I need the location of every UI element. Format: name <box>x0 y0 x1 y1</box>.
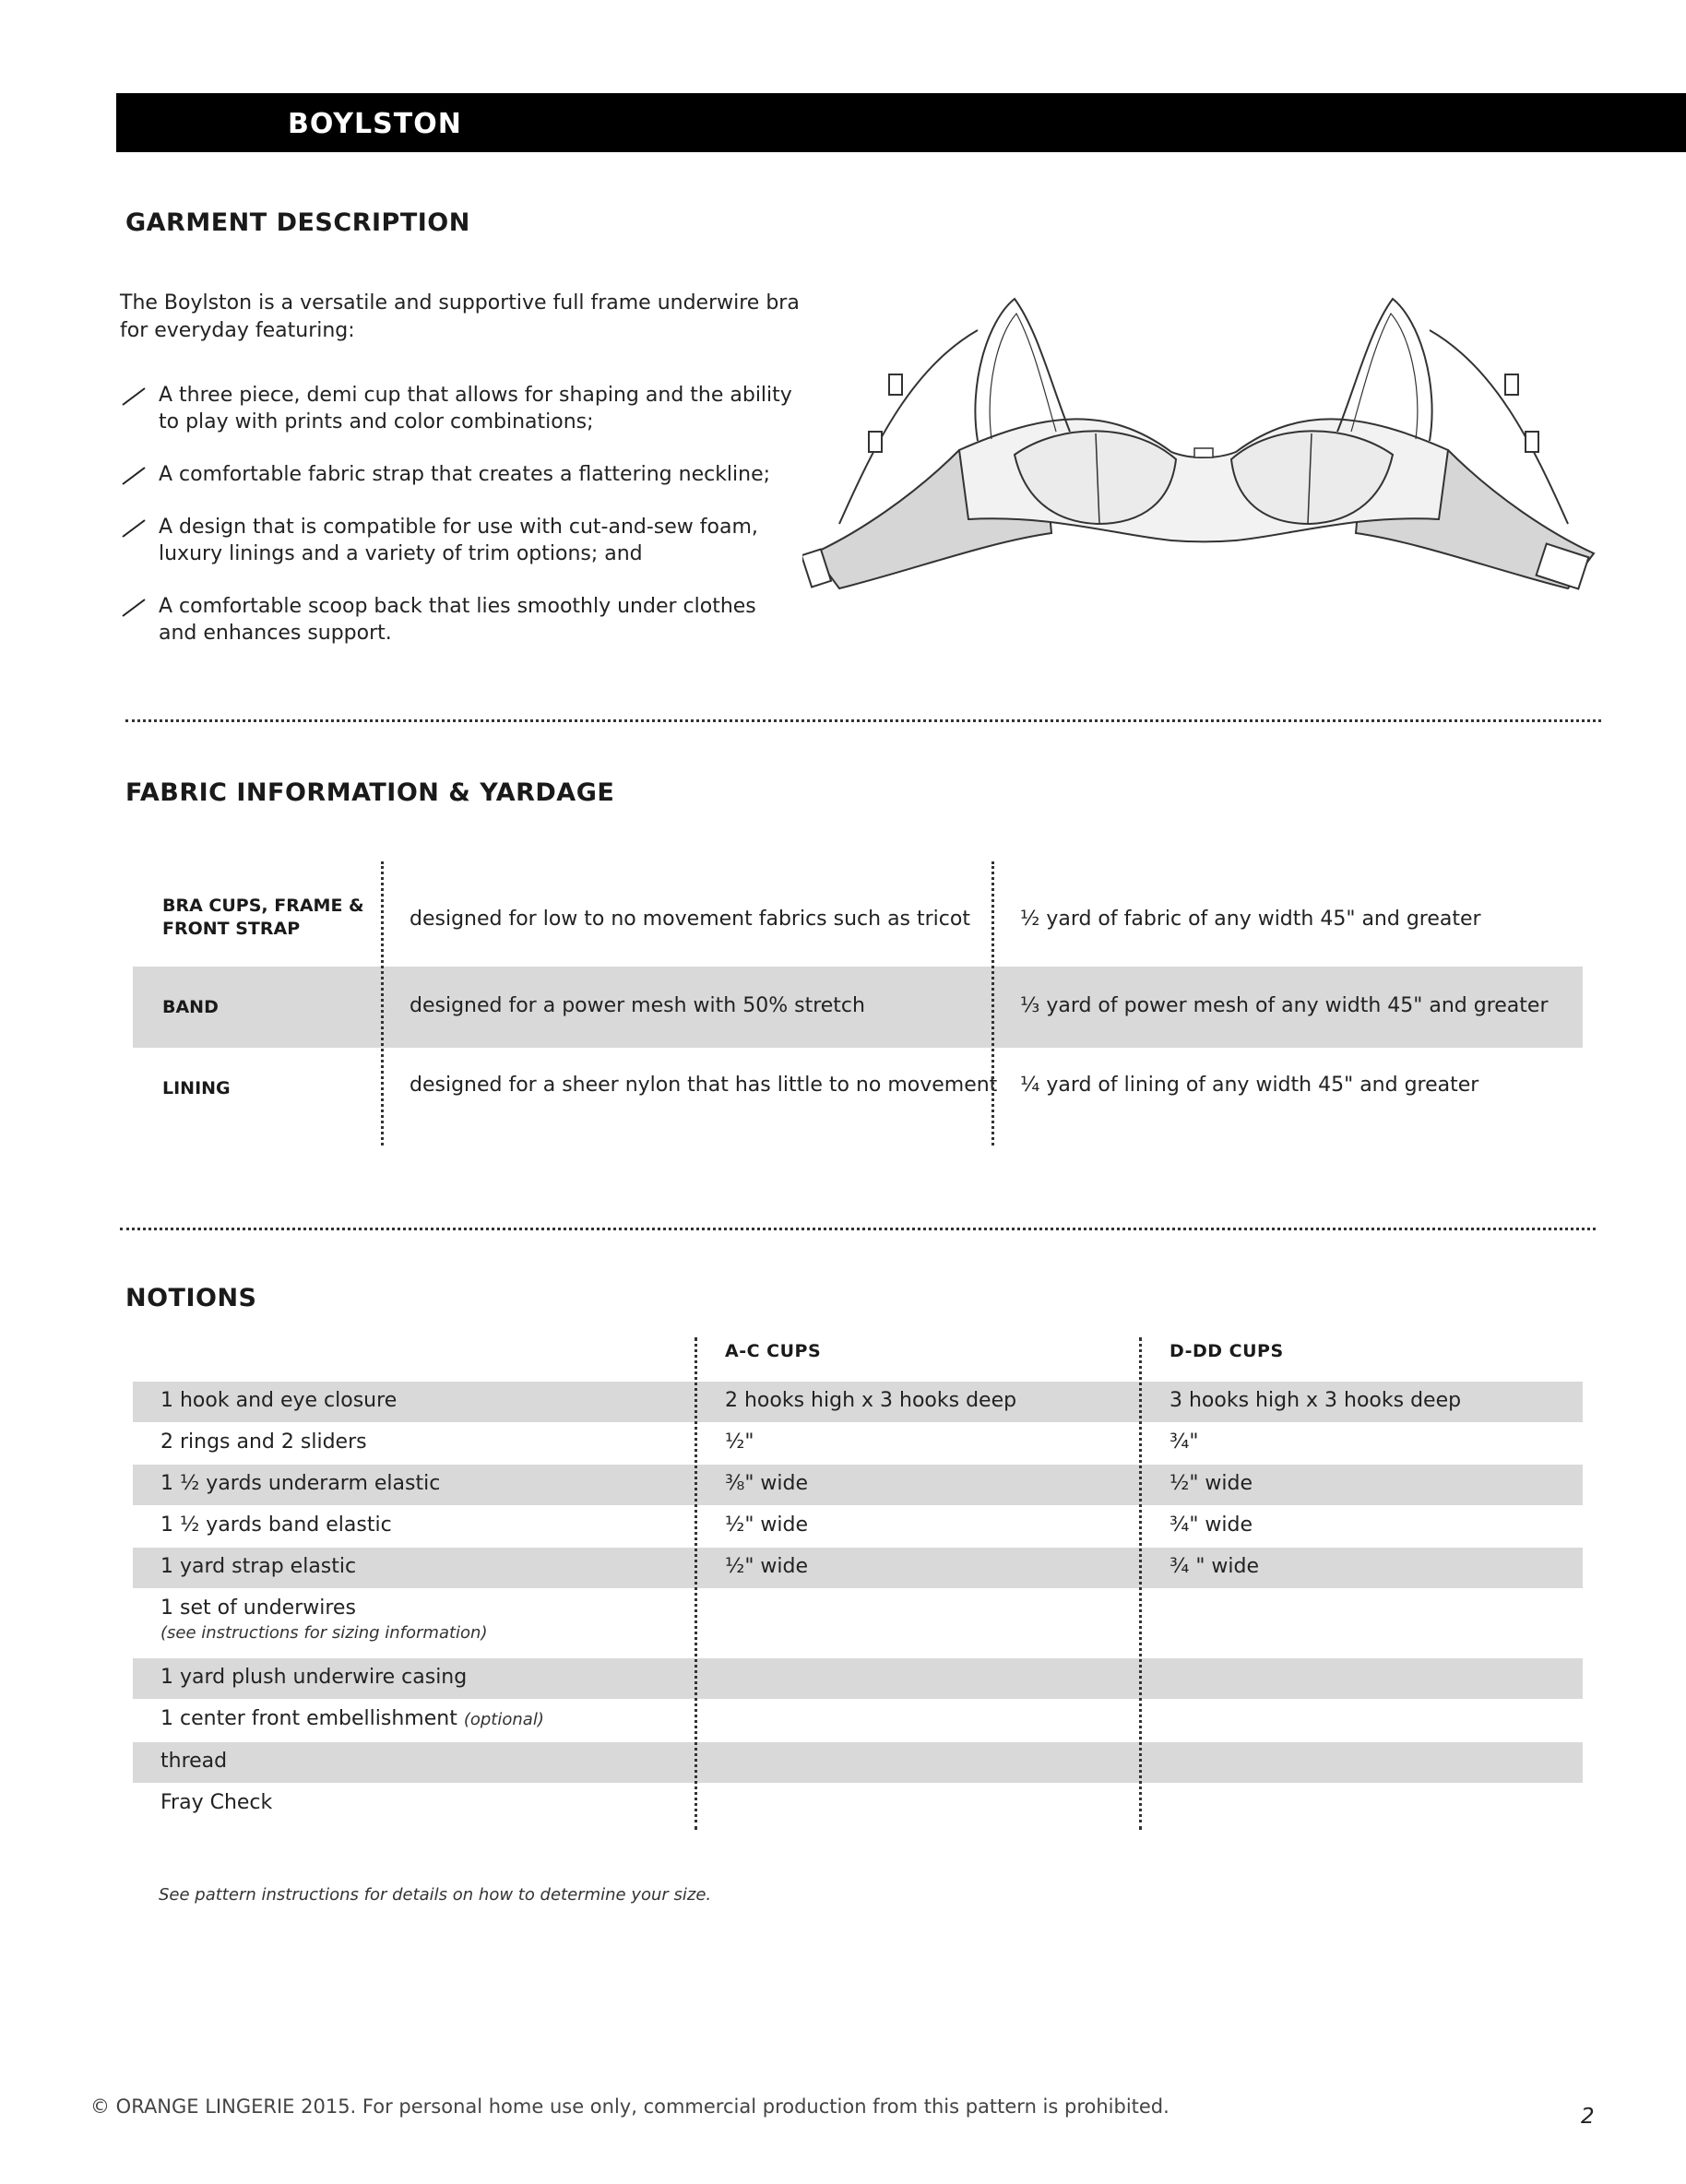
slash-bullet-icon <box>122 519 146 538</box>
feature-text: A comfortable scoop back that lies smoothly under clothes and enhances support. <box>159 595 756 645</box>
notion-item: 1 ½ yards band elastic <box>160 1513 392 1537</box>
fabric-row-yardage: ⅓ yard of power mesh of any width 45" and greater <box>1020 994 1549 1017</box>
column-divider <box>1139 1337 1142 1830</box>
fabric-heading: FABRIC INFORMATION & YARDAGE <box>125 778 615 807</box>
slash-bullet-icon <box>122 599 146 617</box>
column-divider <box>695 1337 697 1830</box>
feature-text: A design that is compatible for use with cut-and-sew foam, luxury linings and a variety of trim options; and <box>159 516 758 565</box>
notion-ac-value: ⅜" wide <box>725 1472 809 1495</box>
notion-item-note: (optional) <box>463 1710 544 1729</box>
notion-ac-value: ½" wide <box>725 1513 809 1537</box>
column-header-ac-cups: A-C CUPS <box>725 1341 822 1361</box>
column-divider <box>381 861 384 1145</box>
notion-item: 1 yard plush underwire casing <box>160 1666 468 1689</box>
size-footnote: See pattern instructions for details on how to determine your size. <box>159 1885 712 1905</box>
notion-item: thread <box>160 1750 228 1773</box>
feature-item <box>120 514 793 567</box>
feature-item <box>120 593 793 647</box>
fabric-row-label: BRA CUPS, FRAME & FRONT STRAP <box>162 896 364 939</box>
fabric-row-label: LINING <box>162 1078 231 1098</box>
notion-dd-value: ¾" <box>1170 1430 1199 1454</box>
notion-item: Fray Check <box>160 1791 273 1814</box>
notions-row <box>133 1589 1583 1657</box>
fabric-row-yardage: ¼ yard of lining of any width 45" and greater <box>1020 1074 1479 1097</box>
feature-item <box>120 382 793 435</box>
notion-item <box>160 1707 544 1730</box>
notion-item: 1 hook and eye closure <box>160 1389 398 1412</box>
slash-bullet-icon <box>122 467 146 485</box>
notion-item <box>160 1596 487 1643</box>
copyright-notice: © ORANGE LINGERIE 2015. For personal home use only, commercial production from this pattern is prohibited. <box>90 2095 1170 2118</box>
bra-illustration <box>802 293 1605 607</box>
notions-row <box>133 1423 1583 1464</box>
fabric-row-description: designed for low to no movement fabrics such as tricot <box>410 908 970 931</box>
feature-list <box>120 382 793 647</box>
notions-row <box>133 1382 1583 1422</box>
notion-item-name: 1 set of underwires <box>160 1596 356 1620</box>
column-divider <box>991 861 994 1145</box>
fabric-row-yardage: ½ yard of fabric of any width 45" and greater <box>1020 908 1481 931</box>
garment-intro: The Boylston is a versatile and supportive full frame underwire bra for everyday featuring: <box>120 291 800 342</box>
notions-row <box>133 1658 1583 1699</box>
column-header-dd-cups: D-DD CUPS <box>1170 1341 1284 1361</box>
pattern-title: BOYLSTON <box>288 108 462 140</box>
notion-item: 2 rings and 2 sliders <box>160 1430 367 1454</box>
notion-ac-value: ½" <box>725 1430 754 1454</box>
notions-row <box>133 1784 1583 1824</box>
notions-row <box>133 1700 1583 1740</box>
notion-item-note: (see instructions for sizing information) <box>160 1623 488 1643</box>
section-divider <box>125 719 1601 722</box>
fabric-row-description: designed for a power mesh with 50% stretch <box>410 994 865 1017</box>
fabric-row <box>133 1061 1583 1116</box>
feature-text: A comfortable fabric strap that creates a flattering neckline; <box>159 463 771 486</box>
fabric-row-description: designed for a sheer nylon that has little to no movement <box>410 1074 998 1097</box>
notions-row <box>133 1742 1583 1783</box>
notions-row <box>133 1506 1583 1547</box>
notion-dd-value: ¾ " wide <box>1170 1555 1260 1578</box>
notions-row <box>133 1465 1583 1505</box>
notion-dd-value: ¾" wide <box>1170 1513 1253 1537</box>
notion-item: 1 yard strap elastic <box>160 1555 357 1578</box>
notion-dd-value: ½" wide <box>1170 1472 1253 1495</box>
notion-dd-value: 3 hooks high x 3 hooks deep <box>1170 1389 1462 1412</box>
slash-bullet-icon <box>122 387 146 406</box>
section-divider <box>120 1228 1596 1230</box>
fabric-row <box>133 885 1583 952</box>
notions-row <box>133 1548 1583 1588</box>
title-bar <box>116 93 1686 152</box>
garment-description-heading: GARMENT DESCRIPTION <box>125 208 470 237</box>
page-number: 2 <box>1581 2105 1595 2129</box>
notions-heading: NOTIONS <box>125 1284 257 1312</box>
fabric-row <box>133 967 1583 1048</box>
notion-ac-value: 2 hooks high x 3 hooks deep <box>725 1389 1017 1412</box>
notion-item: 1 ½ yards underarm elastic <box>160 1472 441 1495</box>
feature-text: A three piece, demi cup that allows for shaping and the ability to play with prints and color combinations; <box>159 384 792 433</box>
fabric-row-label: BAND <box>162 997 219 1017</box>
feature-item <box>120 461 793 488</box>
notion-item-name: 1 center front embellishment <box>160 1707 457 1730</box>
notion-ac-value: ½" wide <box>725 1555 809 1578</box>
